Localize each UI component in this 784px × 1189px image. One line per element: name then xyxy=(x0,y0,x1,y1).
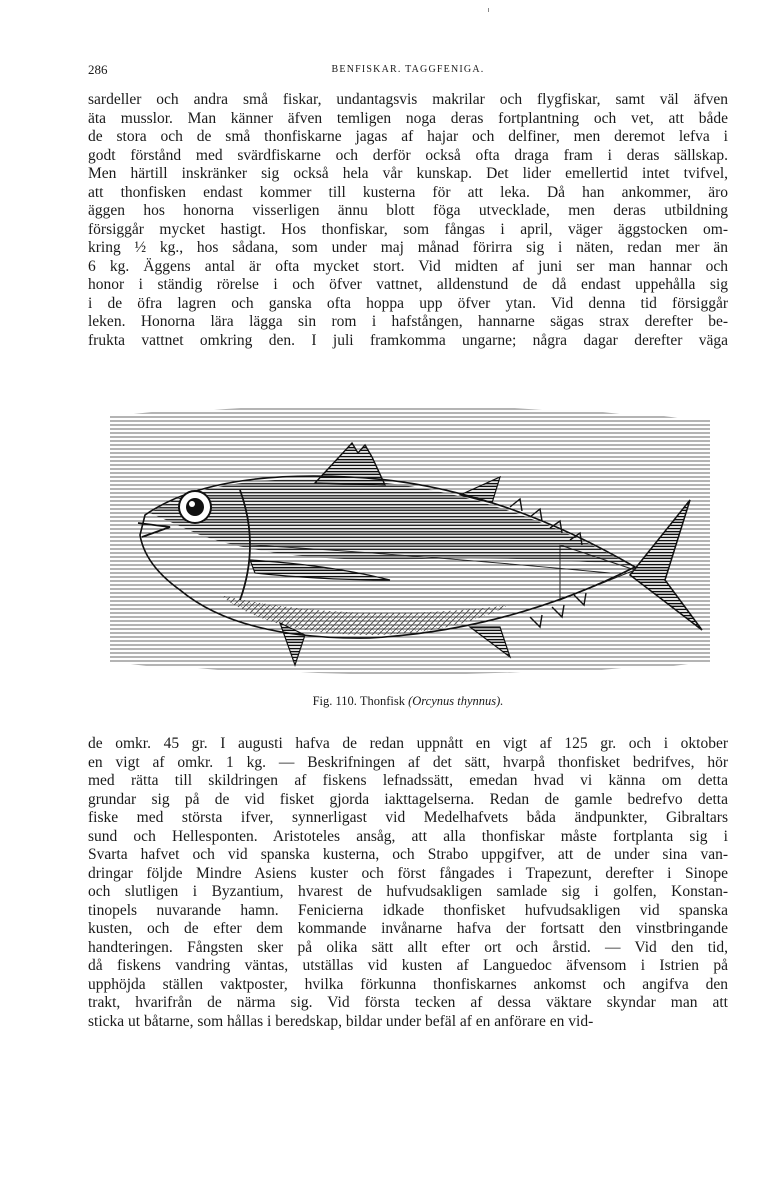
text-line: då fiskens vandring väntas, utställas vid kusten af Languedoc äfvensom i Istrien på xyxy=(88,957,728,974)
text-line: 6 kg. Äggens antal är ofta mycket stort. Vid midten af juni ser man hannar och xyxy=(88,257,728,275)
text-line: leken. Honorna lära lägga sin rom i hafstången, hannarne sägas strax derefter be- xyxy=(88,313,728,330)
text-line: Svarta hafvet och vid spanska kusterna, och Strabo uppgifver, att de under sina van- xyxy=(88,846,728,863)
text-line: fiske med största ifver, synnerligast vid Medelhafvets båda ändpunkter, Gibraltars xyxy=(88,809,728,826)
figure-label: Fig. 110. xyxy=(312,694,357,708)
text-line: Men härtill inskränker sig också hela vår kunskap. Det lider emellertid intet tvifvel, xyxy=(88,165,728,182)
text-line: äggen hos honorna visserligen ännu blott föga utvecklade, men deras utbildning xyxy=(88,202,728,219)
text-line: trakt, hvarifrån de närma sig. Vid första tecken af dessa väktare skyndar man att xyxy=(88,994,728,1011)
text-line: honor i ständig rörelse i och öfver vattnet, alldenstund de då endast uppehålla sig xyxy=(88,276,728,293)
page-number: 286 xyxy=(88,62,108,77)
text-line: i de öfra lagren och ganska ofta hoppa upp öfver ytan. Vid denna tid försiggår xyxy=(88,294,728,312)
text-line: sardeller och andra små fiskar, undantagsvis makrilar och flygfiskar, samt väl äfven xyxy=(88,91,728,108)
figure-common-name: Thonfisk xyxy=(359,694,405,708)
fish-engraving xyxy=(90,395,720,685)
scan-mark xyxy=(488,8,489,12)
text-line: försiggår mycket hastigt. Hos thonfiskar, som fångas i april, väger äggstocken om- xyxy=(88,220,728,238)
text-line: tinopels nuvarande hamn. Fenicierna idkade thonfisket hufvudsakligen vid spanska xyxy=(88,901,728,919)
text-line: kring ½ kg., hos sådana, som under maj månad förirra sig i näten, redan mer än xyxy=(88,239,728,256)
text-line: frukta vattnet omkring den. I juli framkomma ungarne; några dagar derefter väga xyxy=(88,331,728,349)
paragraph-2 xyxy=(88,735,728,1031)
text-line: att thonfisken endast kommer till kusterna för att leka. Då han ankommer, äro xyxy=(88,183,728,201)
text-line: sticka ut båtarne, som hållas i beredskap, bildar under befäl af en anförare en vid- xyxy=(88,1012,594,1030)
page-header xyxy=(88,62,728,82)
text-line: grundar sig på de vid fisket gjorda iakttagelserna. Redan de gamle bedrefvo detta xyxy=(88,790,728,808)
text-line: de omkr. 45 gr. I augusti hafva de redan uppnått en vigt af 125 gr. och i oktober xyxy=(88,735,728,752)
text-line: med rätta till skildringen af fiskens lefnadssätt, emedan hvad vi känna om detta xyxy=(88,772,728,789)
tuna-illustration xyxy=(90,395,720,685)
text-line: sund och Hellesponten. Aristoteles ansåg, att alla thonfiskar måste fortplanta sig i xyxy=(88,827,728,845)
text-line: handteringen. Fångsten sker på olika sätt allt efter ort och årstid. — Vid den tid, xyxy=(88,938,728,956)
figure-scientific-name: (Orcynus thynnus). xyxy=(408,694,504,708)
text-line: de stora och de små thonfiskarne jagas af hajar och delfiner, men deremot lefva i xyxy=(88,128,728,145)
text-line: kusten, och de efter dem kommande invånarne hafva der fortsatt den vinstbringande xyxy=(88,920,728,937)
text-line: och slutligen i Byzantium, hvarest de hufvudsakligen samlade sig i golfen, Konstan- xyxy=(88,883,728,900)
text-line: dringar följde Mindre Asiens kuster och först fångades i Trapezunt, derefter i Sinope xyxy=(88,864,728,882)
figure-caption xyxy=(88,694,728,709)
text-line: upphöjda ställen vaktposter, hvilka förkunna thonfiskarnes ankomst och angifva den xyxy=(88,975,728,993)
text-line: en vigt af omkr. 1 kg. — Beskrifningen af det sätt, hvarpå thonfisket bedrifves, hör xyxy=(88,753,728,771)
text-line: godt förstånd med svärdfiskarne och derför också ofta draga fram i deras sällskap. xyxy=(88,146,728,164)
text-line: äta musslor. Man känner äfven temligen noga deras fortplantning och vet, att både xyxy=(88,109,728,127)
running-head: BENFISKAR. TAGGFENIGA. xyxy=(331,64,485,75)
paragraph-1 xyxy=(88,91,728,350)
